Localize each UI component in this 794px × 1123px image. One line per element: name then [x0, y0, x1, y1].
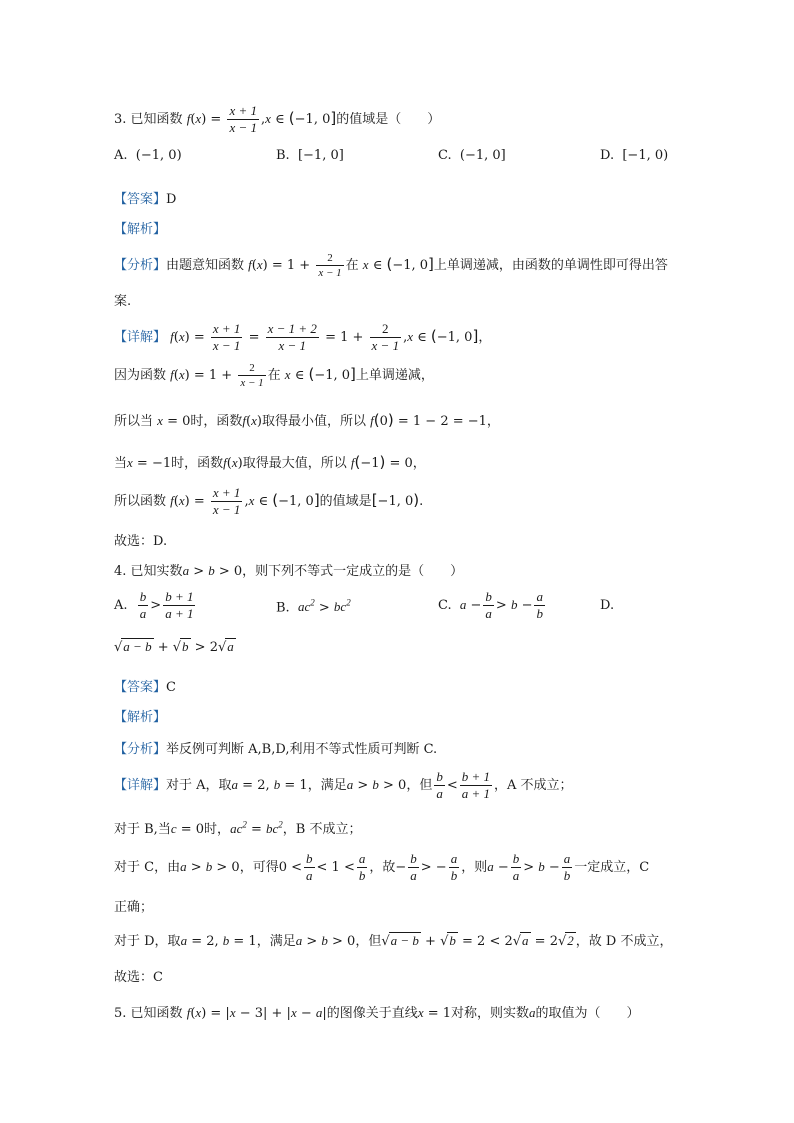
q4-option-a: A. $\frac{b}{a}$ > $\frac{b + 1}{a + 1}$: [114, 589, 194, 621]
q4-detail-d: 对于 D，取a = 2, b = 1，满足a > b > 0，但√a − b + √b = 2 < 2√a = 2√2 ，故 D 不成立，: [114, 933, 673, 949]
q3-option-c: C. (−1, 0]: [438, 148, 506, 163]
q3-fenxi-cont: 案.: [114, 294, 132, 309]
q4-stem: 4. 已知实数a > b > 0，则下列不等式一定成立的是（ ）: [114, 563, 464, 579]
q3-detail-2: 因为函数 f(x) = 1 + $\frac{2}{x - 1}$ 在 x ∈ (−1, 0]上单调递减，: [114, 362, 434, 389]
q3-fenxi: 【分析】由题意知函数 f(x) = 1 + $\frac{2}{x - 1}$ 在 x ∈ (−1, 0]上单调递减，由函数的单调性即可得出答: [114, 252, 668, 279]
q3-option-d: D. [−1, 0): [600, 148, 669, 163]
q3-detail-5: 所以函数 f(x) = $\frac{x + 1}{x - 1}$ ,x ∈ (−1, 0]的值域是[−1, 0).: [114, 485, 424, 517]
q5-stem: 5. 已知函数 f(x) = |x − 3| + |x − a|的图像关于直线x = 1对称，则实数a的取值为（ ）: [114, 1005, 640, 1021]
q3-detail-1: 【详解】 f(x) = $\frac{x + 1}{x - 1}$ = $\frac{x - 1 + 2}{x - 1}$ = 1 + $\frac{2}{x - 1}$ ,x ∈ (−1, 0]，: [114, 321, 492, 353]
q4-detail-b: 对于 B,当c = 0时，$ac^2 = bc^2$，B 不成立；: [114, 819, 362, 837]
q3-detail-4: 当x = −1时，函数f(x)取得最大值，所以 f(−1) = 0，: [114, 453, 426, 471]
q3-answer: 【答案】D: [114, 192, 177, 207]
q3-option-a: A. (−1, 0): [114, 148, 182, 163]
q4-analysis-tag: 【解析】: [114, 710, 167, 725]
q3-conclusion: 故选：D.: [114, 534, 168, 549]
q4-fenxi: 【分析】举反例可判断 A,B,D,利用不等式性质可判断 C.: [114, 742, 438, 757]
q4-option-b: B. $ac^2 > bc^2$: [276, 598, 351, 616]
q3-stem: 3. 已知函数 f(x) = $\frac{x + 1}{x - 1}$ ,x ∈ (−1, 0]的值域是（ ）: [114, 103, 441, 135]
q4-detail-a: 【详解】对于 A，取a = 2, b = 1，满足a > b > 0，但 $\frac{b}{a}$ < $\frac{b + 1}{a + 1}$ ，A 不成立；: [114, 769, 573, 801]
q3-detail-3: 所以当 x = 0时，函数f(x)取得最小值，所以 f(0) = 1 − 2 = −1，: [114, 411, 500, 429]
q4-option-c: C. a − $\frac{b}{a}$ > b − $\frac{a}{b}$: [438, 589, 543, 621]
q4-answer: 【答案】C: [114, 680, 176, 695]
fraction: $\frac{x + 1}{x - 1}$: [229, 103, 257, 135]
q4-option-d: D.: [600, 598, 615, 613]
q4-detail-c: 对于 C，由a > b > 0，可得0 < $\frac{b}{a}$ < 1 < $\frac{a}{b}$ ，故− $\frac{b}{a}$ > − $\frac{a}{b}$ ，则a − $\frac{b}{a}$ > b − $\frac{a}{b}$ 一定成立，C: [114, 851, 650, 883]
q3-option-b: B. [−1, 0]: [276, 148, 344, 163]
q3-analysis-tag: 【解析】: [114, 222, 167, 237]
q4-detail-c-cont: 正确；: [114, 900, 154, 915]
q4-option-d-formula: √a − b + √b > 2√a: [114, 639, 234, 655]
q4-conclusion: 故选：C: [114, 970, 163, 985]
